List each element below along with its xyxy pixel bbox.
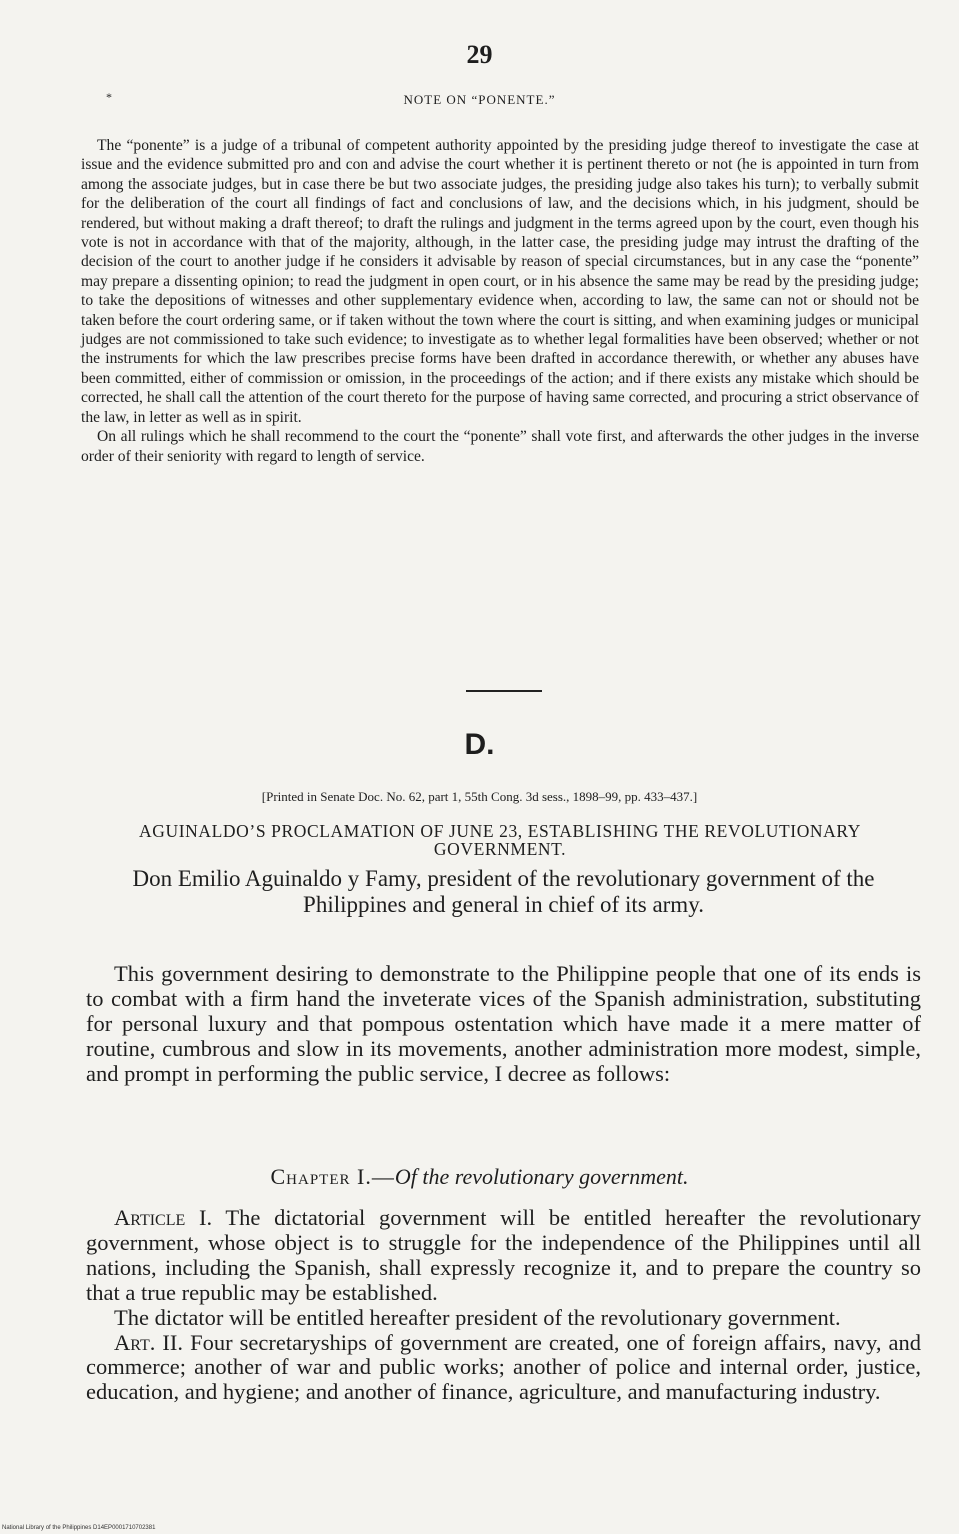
- footnote-marker: *: [106, 90, 112, 104]
- proclamation-body: [86, 962, 921, 1087]
- chapter-title: Of the revolutionary government.: [394, 1164, 689, 1189]
- note-title: NOTE ON “PONENTE.”: [403, 92, 556, 107]
- page-number: 29: [466, 40, 493, 69]
- articles: [86, 1206, 921, 1405]
- article-text: The dictatorial government will be entitled hereafter the revolutionary government, whose object is to struggle for the independence of the Philippines until all nations, including the Spanish, shall expressly recognize it, and to prepare the country so that a true republic may be established.: [86, 1205, 922, 1305]
- article-label: Article I.: [114, 1205, 213, 1230]
- note-paragraph: The “ponente” is a judge of a tribunal of competent authority appointed by the presiding judge thereof to investigate the case at issue and the evidence submitted pro and con and advise the court whether it is pertinent thereto or not (he is appointed in turn from among the associate judges, but in case there be but two associate judges, the presiding judge also takes his turn); to verbally submit for the deliberation of the court all findings of fact and conclusions of law, and the decisions which, in his judgment, should be rendered, but without making a draft thereof; to draft the rulings and judgment in the terms agreed upon by the court, even though his vote is not in accordance with that of the majority, although, in the latter case, the presiding judge may intrust the drafting of the decision of the court to another judge if he considers it advisable by reason of special circumstances, but in any case the “ponente” may prepare a dissenting opinion; to read the judgment in open court, or in his absence the same may be read by the presiding judge; to take the depositions of witnesses and other supplementary evidence when, according to law, the same can not or should not be taken before the court ordering same, or if taken without the town where the court is sitting, and when examining judges or municipal judges are not commissioned to take such evidence; to investigate as to whether legal formalities have been observed; whether or not the instruments for which the law prescribes precise forms have been drafted in accordance therewith, or whether any abuses have been committed, either of commission or omission, in the proceedings of the action; and if there exists any mistake which should be corrected, he shall call the attention of the court thereto for the purpose of having same corrected, and procuring a strict observance of the law, in letter as well as in spirit.: [81, 137, 919, 426]
- preamble-paragraph: This government desiring to demonstrate to the Philippine people that one of its ends is to combat with a firm hand the inveterate vices of the Spanish administration, substituting for personal luxury and that pompous ostentation which have made it a mere matter of routine, cumbrous and slow in its movements, another administration more modest, simple, and prompt in performing the public service, I decree as follows:: [86, 961, 921, 1086]
- article-paragraph: [86, 1206, 921, 1306]
- source-note: [Printed in Senate Doc. No. 62, part 1, 55th Cong. 3d sess., 1898–99, pp. 433–437.]: [261, 789, 698, 804]
- section-divider: [466, 690, 542, 692]
- article-label: Art. II.: [114, 1329, 184, 1355]
- article-paragraph: [86, 1331, 921, 1406]
- note-body: [81, 136, 919, 466]
- proclamation-title: AGUINALDO’S PROCLAMATION OF JUNE 23, ESTABLISHING THE REVOLUTIONARY GOVERNMENT.: [139, 821, 861, 859]
- article-paragraph: [86, 1306, 921, 1331]
- note-paragraph: On all rulings which he shall recommend to the court the “ponente” shall vote first, and afterwards the other judges in the inverse order of their seniority with regard to length of service.: [81, 428, 919, 465]
- scan-footer: National Library of the Philippines D14EP0001710702381: [2, 1525, 156, 1531]
- section-letter: D.: [464, 728, 495, 761]
- article-text: Four secretaryships of government are created, one of foreign affairs, navy, and commerce; another of war and public works; another of police and internal order, justice, education, and hygiene; and another of finance, agriculture, and manufacturing industry.: [86, 1329, 922, 1405]
- proclamation-author: Don Emilio Aguinaldo y Famy, president of the revolutionary government of the Philippines and general in chief of its army.: [132, 866, 875, 917]
- chapter-heading: [0, 1164, 959, 1190]
- article-text: The dictator will be entitled hereafter president of the revolutionary government.: [114, 1304, 841, 1330]
- chapter-label: Chapter I.—: [270, 1164, 395, 1189]
